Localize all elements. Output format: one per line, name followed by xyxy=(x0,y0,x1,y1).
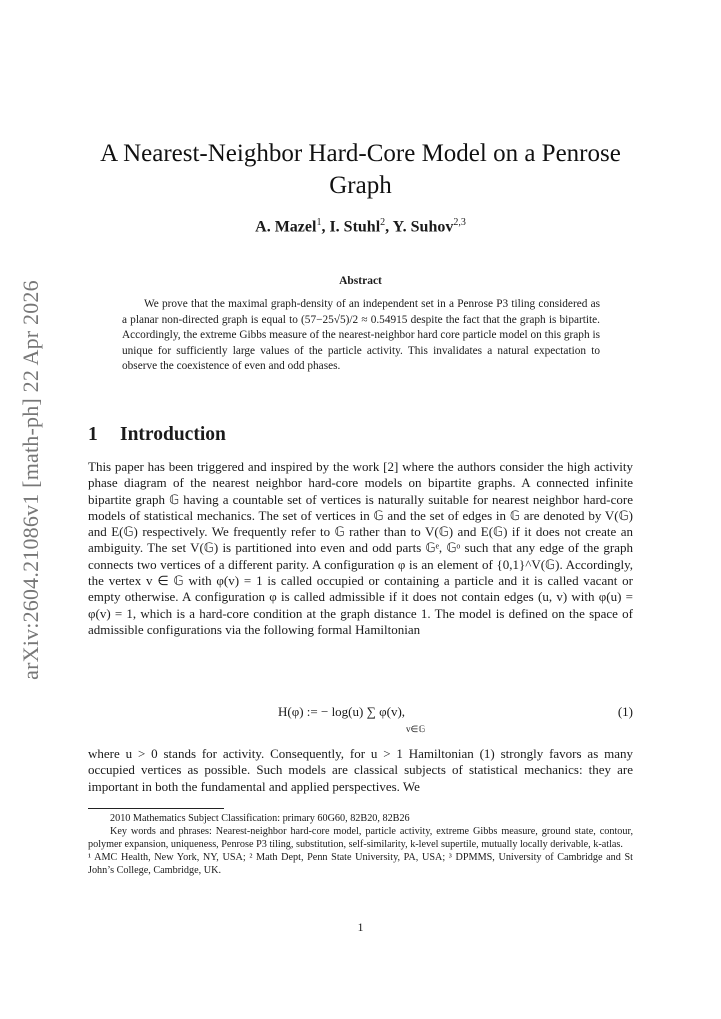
page-number: 1 xyxy=(357,920,364,934)
affiliations: ¹ AMC Health, New York, NY, USA; ² Math Dept, Penn State University, PA, USA; ³ DPMMS, University of Cambridge and St John’s College, Cambridge, UK. xyxy=(88,852,633,876)
author-affiliation-mark: 1 xyxy=(316,217,322,228)
display-equation xyxy=(88,704,633,738)
section-heading xyxy=(88,424,226,446)
intro-paragraph-continued xyxy=(88,746,633,795)
abstract-body xyxy=(122,297,600,375)
section-number: 1 xyxy=(88,424,98,445)
intro-paragraph xyxy=(88,459,633,638)
equation-number: (1) xyxy=(617,704,633,719)
paragraph-text: This paper has been triggered and inspired by the work [2] where the authors consider the high activity phase diagram of the nearest neighbor hard-core models on bipartite graphs. A connected infinite bipartite graph 𝔾 having a countable set of vertices is naturally suitable for nearest neighbor hard-core models of statistical mechanics. The set of vertices in 𝔾 and the set of edges in 𝔾 are denoted by V(𝔾) and E(𝔾) respectively. We frequently refer to 𝔾 rather than to V(𝔾) and E(𝔾) if it does not create an ambiguity. The set V(𝔾) is partitioned into even and odd parts 𝔾ᵉ, 𝔾ᵒ such that any edge of the graph connects two vertices of a different parity. A configuration φ is an element of {0,1}^V(𝔾). Accordingly, the vertex v ∈ 𝔾 with φ(v) = 1 is called occupied or containing a particle and it is called vacant or empty otherwise. A configuration φ is called admissible if it does not contain edges (u, v) with φ(u) = φ(v) = 1, which is a hard-core condition at the graph distance 1. The model is defined on the space of admissible configurations via the following formal Hamiltonian xyxy=(88,459,633,637)
author-name: I. Stuhl xyxy=(329,218,381,236)
arxiv-side-label xyxy=(14,280,48,680)
author-name: Y. Suhov xyxy=(392,218,454,236)
section-title: Introduction xyxy=(120,424,226,445)
abstract-text: We prove that the maximal graph-density of an independent set in a Penrose P3 tiling considered as a planar non-directed graph is equal to (57−25√5)/2 ≈ 0.54915 despite the fact that the graph is bipartite. Accordingly, the extreme Gibbs measure of the nearest-neighbor hard core particle model on this graph is unique for sufficiently large values of the particle activity. This invalidates a natural expectation to observe the coexistence of even and odd phases. xyxy=(122,298,600,373)
author-list: A. Mazel$^1$, I. Stuhl$^2$, Y. Suhov$^{2,3}$ xyxy=(255,217,466,236)
equation-sum-subscript: v∈𝔾 xyxy=(406,724,426,734)
equation-formula: H(φ) := − log(u) ∑ φ(v), xyxy=(278,704,406,719)
author-name: A. Mazel xyxy=(255,218,317,236)
paper-title: A Nearest-Neighbor Hard-Core Model on a Penrose Graph xyxy=(100,140,621,199)
abstract-heading: Abstract xyxy=(339,275,382,287)
footnotes xyxy=(88,812,633,877)
msc-classification: 2010 Mathematics Subject Classification: primary 60G60, 82B20, 82B26 xyxy=(110,813,410,824)
keywords: Key words and phrases: Nearest-neighbor hard-core model, particle activity, extreme Gibbs measure, ground state, contour, polymer expansion, uniqueness, Penrose P3 tiling, substitution, self-similarity, k-level supertile, mutually locally derivable, k-atlas. xyxy=(88,826,633,850)
author-affiliation-mark: 2,3 xyxy=(453,217,466,228)
paragraph-text: where u > 0 stands for activity. Consequently, for u > 1 Hamiltonian (1) strongly favors as many occupied vertices as possible. Such models are classical subjects of statistical mechanics: they are important in both the fundamental and applied perspectives. We xyxy=(88,746,633,794)
author-affiliation-mark: 2 xyxy=(380,217,386,228)
arxiv-identifier: arXiv:2604.21086v1 [math-ph] 22 Apr 2026 xyxy=(18,280,43,680)
footnote-rule xyxy=(88,808,224,809)
